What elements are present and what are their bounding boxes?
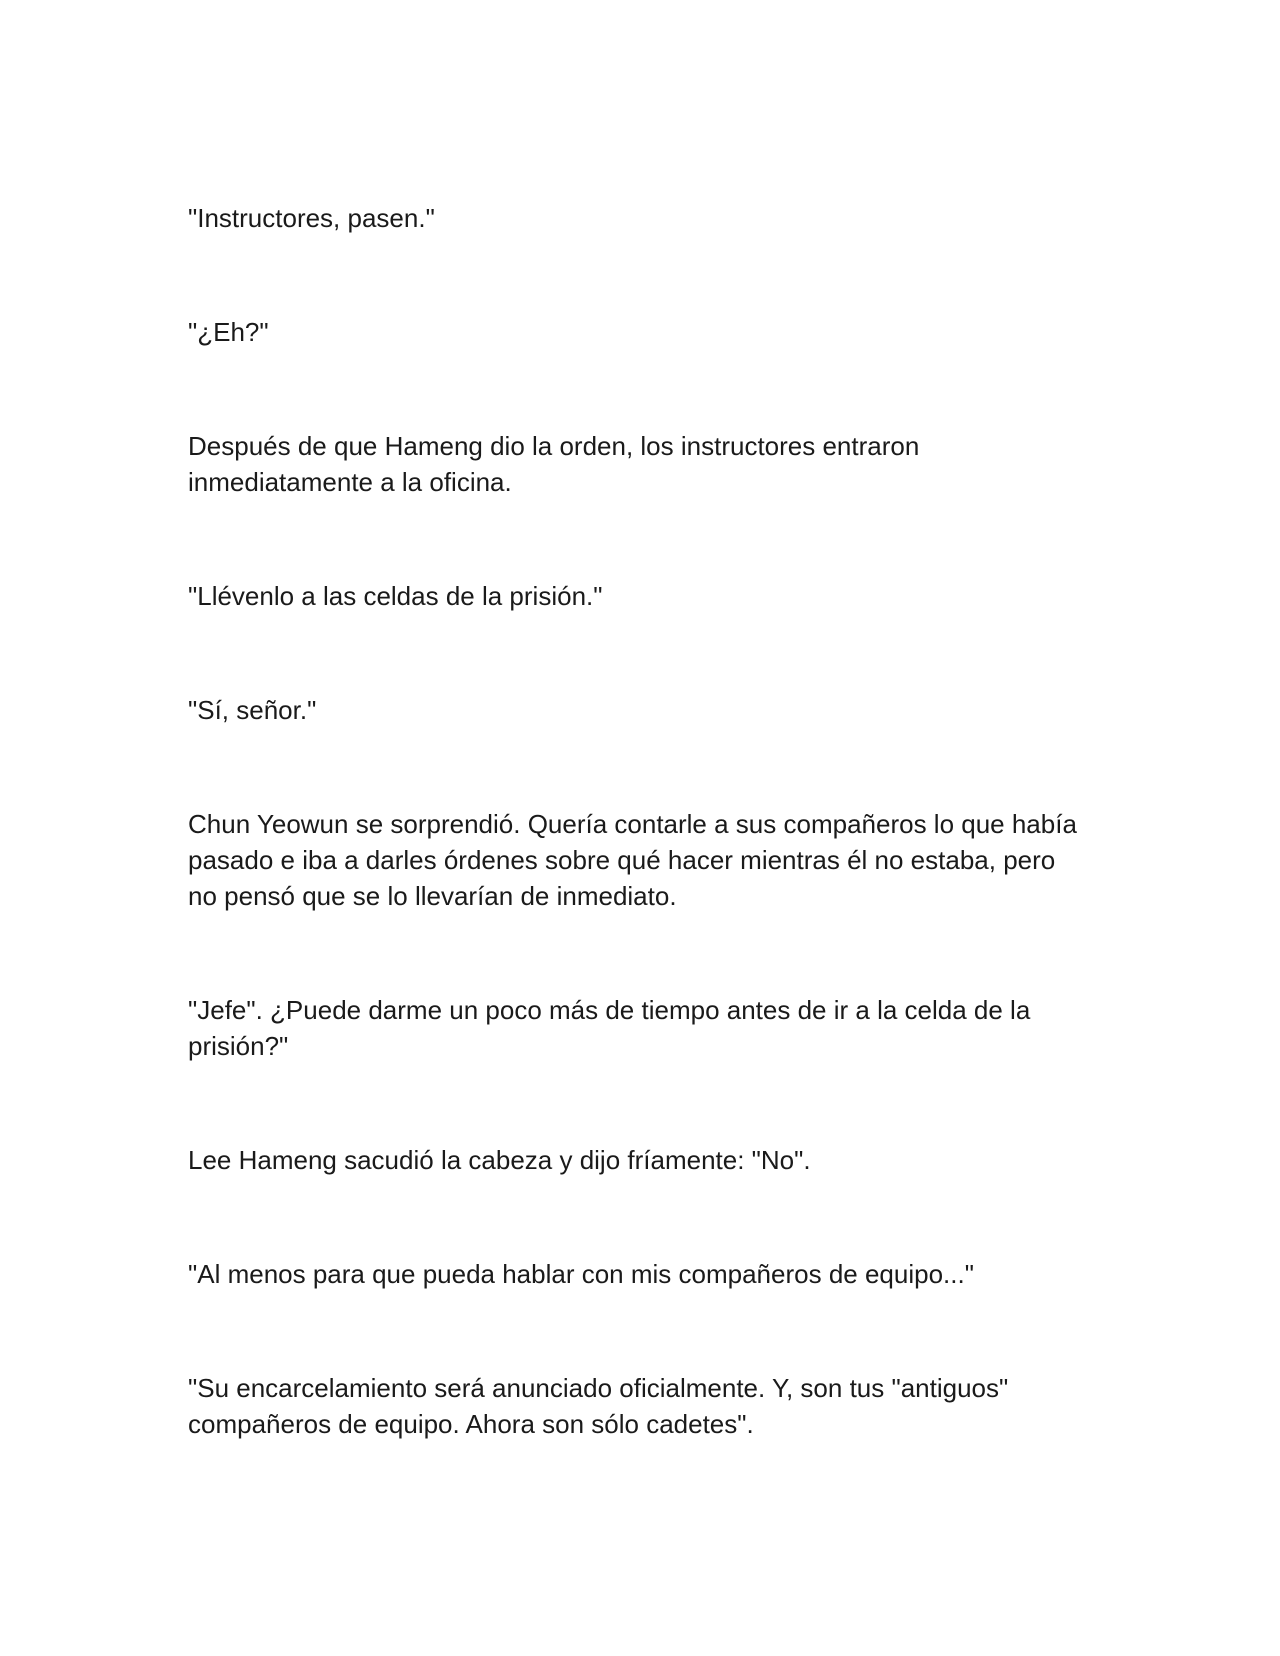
paragraph: "Llévenlo a las celdas de la prisión." (188, 581, 603, 611)
paragraph: Después de que Hameng dio la orden, los instructores entraron inmediatamente a la oficina. (188, 431, 920, 497)
paragraph: "Jefe". ¿Puede darme un poco más de tiempo antes de ir a la celda de la prisión?" (188, 995, 1031, 1061)
paragraph: "Su encarcelamiento será anunciado oficialmente. Y, son tus "antiguos" compañeros de equipo. Ahora son sólo cadetes". (188, 1373, 1009, 1439)
paragraph: Chun Yeowun se sorprendió. Quería contarle a sus compañeros lo que había pasado e iba a darles órdenes sobre qué hacer mientras él no estaba, pero no pensó que se lo llevarían de inmediato. (188, 809, 1077, 911)
document-body (188, 200, 1088, 1520)
paragraph: "¿Eh?" (188, 317, 269, 347)
paragraph: "Sí, señor." (188, 695, 317, 725)
paragraph: "Al menos para que pueda hablar con mis compañeros de equipo..." (188, 1259, 974, 1289)
paragraph: Lee Hameng sacudió la cabeza y dijo fríamente: "No". (188, 1145, 811, 1175)
paragraph: "Instructores, pasen." (188, 203, 435, 233)
